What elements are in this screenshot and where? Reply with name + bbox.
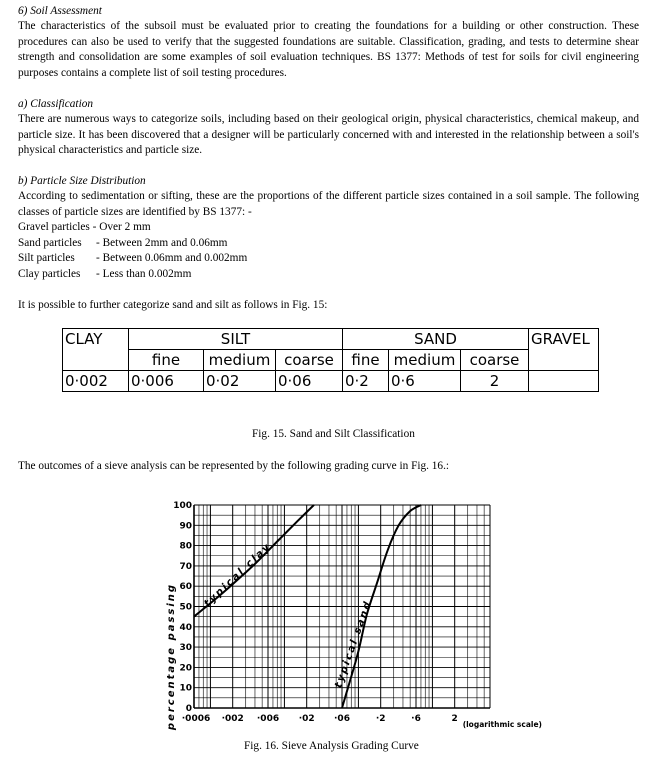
boundary-value: 2 xyxy=(461,371,529,392)
soil-assessment-body: The characteristics of the subsoil must be evaluated prior to creating the foundations for a building or other construction. These procedures can also be used to verify that the suggested foundations are suitable. Classification, grading, and tests to determine shear strength and consolidation are some examples of soil evaluation techniques. BS 1377: Methods of test for soils for civil engineering purposes contains a complete list of soil testing procedures. xyxy=(18,20,639,79)
soil-assessment-heading: 6) Soil Assessment xyxy=(18,5,102,17)
particle-size-heading: b) Particle Size Distribution xyxy=(18,175,146,187)
x-axis-ticks xyxy=(182,714,458,724)
classification-body: There are numerous ways to categorize soils, including based on their geological origin, physical characteristics, chemical makeup, and particle size. It has been discovered that a designer will be particularly concerned with and interested in the relationship between a soil's physical characteristics and particle size. xyxy=(18,113,639,156)
y-tick-label: 70 xyxy=(179,561,192,572)
x-tick-label: ·0006 xyxy=(181,714,211,724)
fig16-caption: Fig. 16. Sieve Analysis Grading Curve xyxy=(244,740,419,752)
sieve-intro-text: The outcomes of a sieve analysis can be represented by the following grading curve in Fig. 16.: xyxy=(18,460,450,472)
classification-table xyxy=(62,328,599,392)
fig15-caption: Fig. 15. Sand and Silt Classification xyxy=(252,428,415,440)
sand-header: SAND xyxy=(343,329,529,350)
boundary-value: 0·2 xyxy=(343,371,389,392)
further-categorize-text: It is possible to further categorize sand and silt as follows in Fig. 15: xyxy=(18,299,328,311)
series-label: typical sand xyxy=(333,598,375,690)
boundary-empty xyxy=(529,371,599,392)
clay-sub-empty xyxy=(63,350,129,371)
sand-medium: medium xyxy=(389,350,461,371)
x-tick-label: ·2 xyxy=(375,714,386,724)
y-tick-label: 10 xyxy=(179,683,192,694)
class-label: Clay particles xyxy=(18,268,81,280)
boundary-value: 0·006 xyxy=(129,371,204,392)
y-tick-label: 100 xyxy=(173,501,192,511)
y-axis-label: percentage passing xyxy=(166,582,177,731)
y-tick-label: 60 xyxy=(179,582,192,593)
x-tick-label: ·006 xyxy=(256,714,280,724)
boundary-value: 0·6 xyxy=(389,371,461,392)
x-tick-label: ·02 xyxy=(298,714,315,724)
y-tick-label: 90 xyxy=(179,521,192,532)
clay-header: CLAY xyxy=(63,329,129,350)
particle-size-body: According to sedimentation or sifting, these are the proportions of the different particle sizes contained in a soil sample. The following classes of particle sizes are identified by BS 1377: - xyxy=(18,190,639,218)
series-label: typical clay xyxy=(202,541,274,610)
boundary-value: 0·06 xyxy=(276,371,343,392)
class-line-clay xyxy=(18,267,191,283)
sand-fine: fine xyxy=(343,350,389,371)
x-tick-label: ·002 xyxy=(221,714,244,724)
y-tick-label: 80 xyxy=(179,541,192,552)
sand-coarse: coarse xyxy=(461,350,529,371)
class-label: Sand particles xyxy=(18,237,82,249)
x-tick-label: 2 xyxy=(451,714,458,724)
classification-heading: a) Classification xyxy=(18,98,94,110)
silt-medium: medium xyxy=(204,350,276,371)
boundary-value: 0·02 xyxy=(204,371,276,392)
y-tick-label: 50 xyxy=(179,602,192,613)
gravel-sub-empty xyxy=(529,350,599,371)
y-tick-label: 30 xyxy=(179,643,192,654)
gravel-line: Gravel particles - Over 2 mm xyxy=(18,221,151,233)
gravel-header: GRAVEL xyxy=(529,329,599,350)
x-tick-label: ·06 xyxy=(334,714,350,724)
y-tick-label: 0 xyxy=(185,704,192,714)
boundary-value: 0·002 xyxy=(63,371,129,392)
silt-header: SILT xyxy=(129,329,343,350)
class-value: - Between 2mm and 0.06mm xyxy=(96,237,228,249)
class-value: - Between 0.06mm and 0.002mm xyxy=(96,252,248,264)
grading-curve-chart xyxy=(160,497,542,737)
silt-coarse: coarse xyxy=(276,350,343,371)
class-value: - Less than 0.002mm xyxy=(96,268,192,280)
class-line-silt xyxy=(18,251,247,267)
silt-fine: fine xyxy=(129,350,204,371)
y-tick-label: 20 xyxy=(179,663,192,674)
class-label: Silt particles xyxy=(18,252,75,264)
y-tick-label: 40 xyxy=(179,622,192,633)
x-axis-label: (logarithmic scale) xyxy=(462,720,542,729)
x-tick-label: ·6 xyxy=(411,714,421,724)
class-line-sand xyxy=(18,236,227,252)
